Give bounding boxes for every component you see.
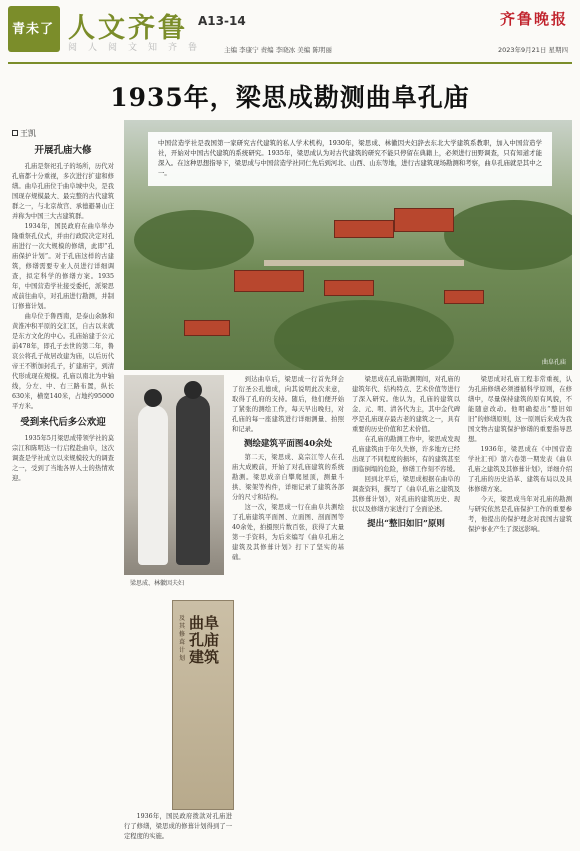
tree-canopy (274, 300, 454, 370)
subhead-1: 开展孔庙大修 (34, 145, 92, 156)
section-title: 人文齐鲁 (68, 13, 188, 44)
byline-author: 王凯 (20, 129, 36, 138)
page-title: 1935年，梁思成勘测曲阜孔庙 (110, 83, 470, 112)
byline-box-icon (12, 130, 18, 136)
courtyard-wall (264, 260, 464, 266)
hero-photo (124, 120, 572, 370)
byline (12, 128, 36, 139)
book-subtitle: 及其修葺计划 (179, 615, 186, 662)
right-column (468, 375, 572, 840)
portrait-caption: 梁思成、林徽因夫妇 (130, 580, 185, 587)
paragraph: 回到北平后，梁思成根据在曲阜的调查资料，撰写了《曲阜孔庙之建筑及其修葺计划》，对孔庙的建筑历史、现状以及修缮方案进行了全面论述。 (352, 476, 460, 513)
temple-roof (234, 270, 304, 292)
editor-credits: 主编 李康宁 责编 李晓冰 美编 陈明丽 (224, 46, 332, 54)
paragraph: 梁思成对孔庙工程非常重视，认为孔庙修缮必须遵循科学原则，在修缮中，尽量保持建筑的原有风貌，不能随意改动。他明确提出“整旧如旧”的修缮原则，这一原则后来成为我国文物古建筑保护修缮的重要指导思想。 (468, 376, 572, 443)
paragraph: 孔庙是祭祀孔子的场所，历代对孔庙都十分重视，多次进行扩建和修缮。曲阜孔庙位于曲阜城中央，是我国现存规模最大、最完整的古代建筑群之一，与北京故宫、承德避暑山庄并称为中国三大古建筑群。 (12, 163, 114, 220)
dateline: 2023年9月21日 星期四 (497, 46, 568, 54)
left-column (12, 140, 114, 840)
figure-woman (138, 405, 168, 565)
subhead-2: 受到来代后多公欢迎 (20, 417, 106, 428)
paragraph: 在孔庙的勘测工作中，梁思成发现孔庙建筑由于年久失修，许多地方已经出现了不同程度的损坏，有的建筑甚至面临倒塌的危险，修缮工作刻不容缓。 (352, 436, 460, 473)
book-title: 曲阜孔庙建筑 (189, 614, 220, 666)
section-logo (8, 6, 60, 52)
page-code: A13-14 (198, 14, 246, 28)
subhead-4: 提出“整旧如旧”原则 (367, 519, 445, 529)
temple-roof (324, 280, 374, 296)
paragraph: 今天，梁思成当年对孔庙的勘测与研究依然是孔庙保护工作的重要参考，他提出的保护理念对我国古建筑保护事业产生了深远影响。 (468, 496, 572, 533)
masthead-rule (8, 62, 572, 64)
tree-canopy (134, 210, 254, 270)
paragraph: 梁思成在孔庙勘测期间，对孔庙的建筑年代、结构特点、艺术价值等进行了深入研究。他认为，孔庙的建筑以金、元、明、清各代为主，其中金代碑亭是孔庙现存最古老的建筑之一，具有重要的历史价值和艺术价值。 (352, 376, 460, 433)
figure-man-head (184, 381, 202, 399)
hero-caption: 中国营造学社是我国第一家研究古代建筑的私人学术机构，1930年，梁思成、林徽因夫妇辞去东北大学建筑系教职，加入中国营造学社，开始对中国古代建筑的系统研究。1935年，梁思成认为对古代建筑的研究不能只停留在典籍上，必须进行田野调查，只有知道才能深入。在这种思想指导下，梁思成与中国营造学社同仁先后到河北、山西、山东等地，进行古建筑现场勘测和考察，曲阜孔庙就是其中之一。 (148, 132, 552, 186)
paragraph: 这一次，梁思成一行在曲阜共测绘了孔庙建筑平面图、立面图、剖面图等40余处，拍摄照片数百张，获得了大量第一手资料，为后来编写《曲阜孔庙之建筑及其修葺计划》打下了坚实的基础。 (232, 504, 344, 561)
paragraph: 1934年，国民政府在曲阜举办隆重祭孔仪式，并由行政院决定对孔庙进行一次大规模的修缮，此即“孔庙保护计划”。对于孔庙这样的古建筑，修缮需要专业人员进行详细调查，拟定科学的修缮方案。1935年，中国营造学社接受委托，派梁思成前往曲阜，对孔庙进行勘测，并制订修葺计划。 (12, 223, 114, 310)
middle-column (232, 375, 344, 840)
paragraph: 第二天，梁思成、莫宗江等人在孔庙大成殿前，开始了对孔庙建筑的系统勘测。梁思成亲自攀爬屋顶，测量斗拱、梁架等构件，详细记录了建筑各部分的尺寸和结构。 (232, 454, 344, 501)
slogan: 阅人阅文知齐鲁 (68, 43, 209, 53)
hero-credit: 曲阜孔庙 (541, 359, 566, 366)
temple-roof (394, 208, 454, 232)
masthead (8, 4, 572, 64)
portrait-photo (124, 375, 224, 575)
book-cover (172, 600, 234, 810)
paragraph: 1936年，梁思成在《中国营造学社汇刊》第六卷第一期发表《曲阜孔庙之建筑及其修葺计划》，详细介绍了孔庙的历史沿革、建筑布局以及具体修缮方案。 (468, 446, 572, 493)
logo-text: 青未了 (12, 22, 55, 37)
temple-roof (334, 220, 394, 238)
middle-column-2 (352, 375, 460, 840)
under-photo-text (124, 812, 232, 842)
temple-roof (184, 320, 230, 336)
figure-man (176, 395, 210, 565)
paper-logo: 齐鲁晚报 (499, 10, 568, 28)
subhead-3: 测绘建筑平面图40余处 (243, 439, 333, 449)
paragraph: 曲阜位于鲁西南，是泰山余脉和黄淮冲积平原的交汇区，自古以来就是东方文化的中心。孔庙始建于公元前478年，即孔子去世的第二年，鲁哀公将孔子故居改建为庙，以后历代帝王不断加封孔子，扩建庙宇，到清代形成现在规模。孔庙以南北为中轴线，分左、中、右三路布置，纵长630米，横宽140米，占地约95000平方米。 (12, 313, 114, 410)
figure-woman-head (144, 389, 162, 407)
paragraph: 1935年5月梁思成带领学社的莫宗江和陈明达一行启程赴曲阜，这次调查是学社成立以来规模较大的调查之一，受到了当地各界人士的热情欢迎。 (12, 435, 114, 482)
paragraph: 1936年，国民政府拨款对孔庙进行了修缮，梁思成的修葺计划得到了一定程度的实施。 (124, 813, 232, 840)
paragraph: 到达曲阜后，梁思成一行首先拜会了衍圣公孔德成，向其说明此次来意，取得了孔府的支持。随后，他们便开始了紧张的测绘工作，每天早出晚归，对孔庙的每一座建筑进行详细测量、拍照和记录。 (232, 376, 344, 433)
temple-roof (444, 290, 484, 304)
